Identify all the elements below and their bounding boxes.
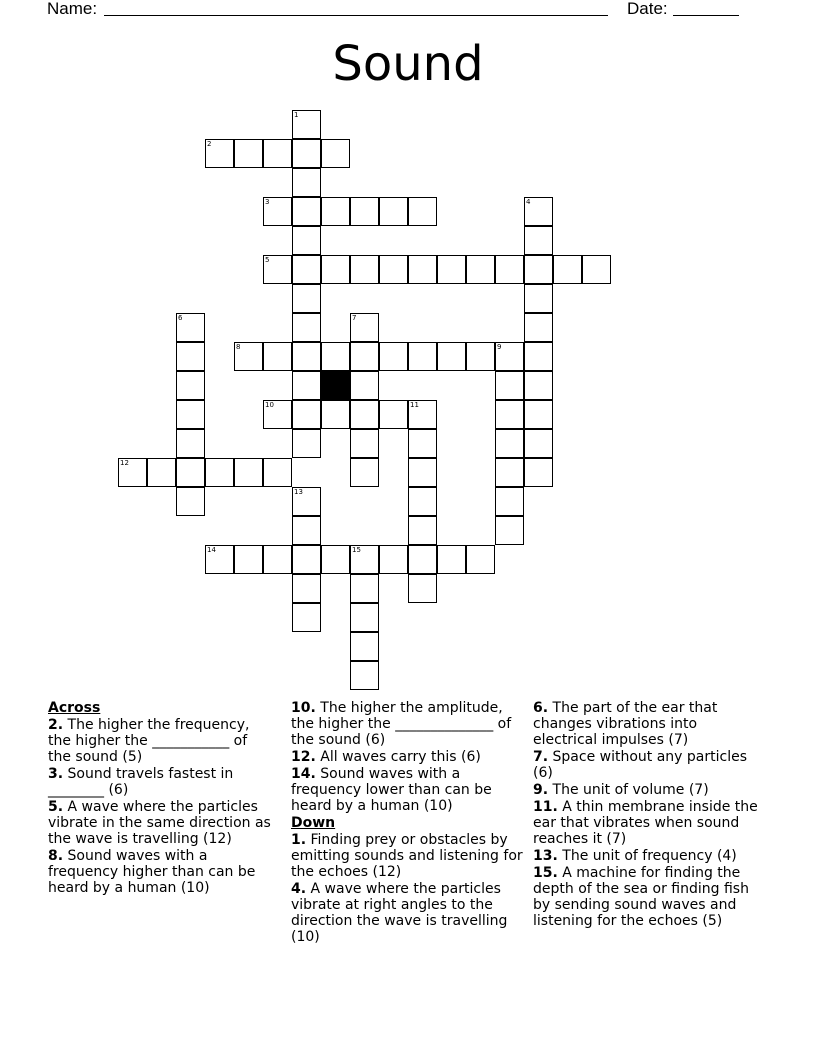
grid-cell[interactable]: [292, 197, 321, 226]
grid-cell[interactable]: [292, 574, 321, 603]
grid-cell[interactable]: [292, 226, 321, 255]
grid-cell[interactable]: [292, 371, 321, 400]
grid-cell[interactable]: [495, 458, 524, 487]
grid-cell[interactable]: [466, 342, 495, 371]
grid-cell[interactable]: [321, 545, 350, 574]
across-clue-list: [48, 717, 273, 896]
clue-item-number: 5.: [48, 799, 64, 815]
clue-item-text: A thin membrane inside the ear that vibrates when sound reaches it (7): [533, 799, 758, 847]
page-title: Sound: [332, 36, 484, 92]
clue-number: 2: [207, 140, 212, 148]
clue-item-number: 8.: [48, 848, 64, 864]
grid-cell[interactable]: [350, 197, 379, 226]
grid-cell[interactable]: [263, 342, 292, 371]
grid-cell[interactable]: [524, 429, 553, 458]
grid-cell[interactable]: [176, 313, 205, 342]
grid-cell[interactable]: [495, 342, 524, 371]
grid-cell[interactable]: [524, 255, 553, 284]
clues-column-1: [48, 700, 273, 897]
clue-number: 1: [294, 111, 299, 119]
grid-cell[interactable]: [379, 197, 408, 226]
grid-cell[interactable]: [176, 400, 205, 429]
grid-cell[interactable]: [350, 545, 379, 574]
grid-cell[interactable]: [292, 516, 321, 545]
grid-cell[interactable]: [147, 458, 176, 487]
clue-item-number: 15.: [533, 865, 558, 881]
grid-cell[interactable]: [553, 255, 582, 284]
grid-cell[interactable]: [437, 255, 466, 284]
down-clue-list-continued: [533, 700, 765, 929]
date-label: Date:: [627, 0, 668, 18]
grid-cell[interactable]: [408, 342, 437, 371]
across-heading: Across: [48, 700, 101, 716]
grid-cell[interactable]: [263, 255, 292, 284]
clue-item: [533, 848, 765, 864]
clue-item-text: The unit of frequency (4): [557, 848, 737, 864]
grid-cell[interactable]: [292, 342, 321, 371]
grid-cell[interactable]: [292, 139, 321, 168]
grid-cell[interactable]: [350, 574, 379, 603]
clue-item-text: The higher the frequency, the higher the ___________ of the sound (5): [48, 717, 250, 765]
grid-cell[interactable]: [524, 313, 553, 342]
down-clue-list: [291, 832, 523, 945]
grid-cell[interactable]: [350, 342, 379, 371]
across-clue-list-continued: [291, 700, 523, 814]
grid-cell[interactable]: [379, 342, 408, 371]
grid-cell[interactable]: [234, 342, 263, 371]
grid-cell[interactable]: [524, 197, 553, 226]
clue-item-number: 12.: [291, 749, 316, 765]
clue-item: [291, 832, 523, 880]
grid-cell[interactable]: [292, 313, 321, 342]
clue-item-number: 10.: [291, 700, 316, 716]
grid-cell[interactable]: [437, 342, 466, 371]
grid-cell[interactable]: [176, 371, 205, 400]
grid-cell[interactable]: [495, 371, 524, 400]
clue-item-number: 6.: [533, 700, 549, 716]
clue-item: [533, 782, 765, 798]
clue-item: [533, 749, 765, 781]
grid-cell[interactable]: [379, 255, 408, 284]
grid-cell[interactable]: [292, 603, 321, 632]
clue-item-text: A wave where the particles vibrate at right angles to the direction the wave is travelling (10): [291, 881, 508, 945]
clue-item-text: A wave where the particles vibrate in the same direction as the wave is travelling (12): [48, 799, 271, 847]
grid-cell[interactable]: [582, 255, 611, 284]
clue-item: [48, 799, 273, 847]
grid-cell[interactable]: [350, 255, 379, 284]
grid-cell[interactable]: [321, 342, 350, 371]
clue-item: [533, 700, 765, 748]
clue-item: [291, 766, 523, 814]
grid-cell[interactable]: [292, 487, 321, 516]
grid-cell[interactable]: [205, 545, 234, 574]
clues-column-3: [533, 700, 765, 930]
grid-cell[interactable]: [321, 197, 350, 226]
grid-cell[interactable]: [524, 226, 553, 255]
grid-cell[interactable]: [408, 458, 437, 487]
grid-cell[interactable]: [466, 255, 495, 284]
clue-item-text: The unit of volume (7): [548, 782, 709, 798]
grid-cell[interactable]: [176, 342, 205, 371]
grid-cell[interactable]: [176, 487, 205, 516]
grid-cell[interactable]: [524, 400, 553, 429]
grid-cell[interactable]: [350, 661, 379, 690]
grid-cell[interactable]: [408, 429, 437, 458]
grid-cell[interactable]: [524, 284, 553, 313]
grid-cell[interactable]: [408, 400, 437, 429]
grid-cell[interactable]: [292, 545, 321, 574]
clue-item-text: Sound waves with a frequency higher than can be heard by a human (10): [48, 848, 256, 896]
clue-item-text: Sound waves with a frequency lower than can be heard by a human (10): [291, 766, 492, 814]
grid-cell[interactable]: [408, 197, 437, 226]
clue-number: 9: [497, 343, 502, 351]
clue-item-text: The higher the amplitude, the higher the ______________ of the sound (6): [291, 700, 512, 748]
grid-cell[interactable]: [234, 545, 263, 574]
clue-item-text: All waves carry this (6): [315, 749, 481, 765]
grid-cell[interactable]: [263, 458, 292, 487]
grid-cell[interactable]: [176, 458, 205, 487]
grid-cell[interactable]: [292, 110, 321, 139]
grid-cell[interactable]: [524, 342, 553, 371]
grid-cell[interactable]: [234, 458, 263, 487]
clue-item: [533, 865, 765, 929]
grid-cell[interactable]: [408, 545, 437, 574]
clue-number: 4: [526, 198, 531, 206]
grid-cell[interactable]: [408, 516, 437, 545]
clue-number: 5: [265, 256, 270, 264]
grid-cell[interactable]: [234, 139, 263, 168]
grid-cell[interactable]: [176, 429, 205, 458]
clue-item-number: 14.: [291, 766, 316, 782]
down-heading: Down: [291, 815, 336, 831]
grid-cell[interactable]: [524, 371, 553, 400]
grid-cell[interactable]: [292, 168, 321, 197]
grid-cell[interactable]: [292, 400, 321, 429]
clue-item-text: Finding prey or obstacles by emitting sounds and listening for the echoes (12): [291, 832, 523, 880]
clue-item: [291, 881, 523, 945]
grid-cell[interactable]: [495, 516, 524, 545]
grid-cell[interactable]: [350, 458, 379, 487]
grid-cell[interactable]: [495, 487, 524, 516]
clue-number: 11: [410, 401, 419, 409]
grid-cell[interactable]: [321, 139, 350, 168]
grid-cell[interactable]: [466, 545, 495, 574]
grid-cell[interactable]: [350, 603, 379, 632]
clue-item: [291, 749, 523, 765]
grid-cell[interactable]: [350, 371, 379, 400]
grid-cell[interactable]: [292, 284, 321, 313]
clue-number: 14: [207, 546, 216, 554]
grid-cell[interactable]: [292, 255, 321, 284]
grid-cell[interactable]: [350, 313, 379, 342]
clue-item-text: Sound travels fastest in ________ (6): [48, 766, 234, 798]
grid-cell[interactable]: [379, 400, 408, 429]
clue-number: 15: [352, 546, 361, 554]
grid-cell[interactable]: [118, 458, 147, 487]
clue-item-number: 7.: [533, 749, 549, 765]
grid-cell[interactable]: [321, 255, 350, 284]
grid-cell[interactable]: [408, 255, 437, 284]
clue-item-text: A machine for finding the depth of the sea or finding fish by sending sound waves and listening for the echoes (5): [533, 865, 749, 929]
clue-item-number: 11.: [533, 799, 558, 815]
clue-item-text: Space without any particles (6): [533, 749, 747, 781]
grid-cell[interactable]: [350, 400, 379, 429]
grid-cell[interactable]: [350, 632, 379, 661]
grid-cell[interactable]: [495, 255, 524, 284]
clue-item: [291, 700, 523, 748]
clues-column-2: [291, 700, 523, 946]
grid-cell[interactable]: [524, 458, 553, 487]
clue-item-number: 2.: [48, 717, 64, 733]
clue-number: 10: [265, 401, 274, 409]
clue-item: [48, 766, 273, 798]
grid-cell[interactable]: [263, 197, 292, 226]
clue-item-number: 3.: [48, 766, 64, 782]
name-label: Name:: [47, 0, 98, 18]
clue-number: 3: [265, 198, 270, 206]
clue-item: [533, 799, 765, 847]
grid-cell[interactable]: [437, 545, 466, 574]
grid-cell[interactable]: [350, 429, 379, 458]
clue-item-number: 9.: [533, 782, 549, 798]
clue-item-number: 13.: [533, 848, 558, 864]
clue-number: 13: [294, 488, 303, 496]
grid-cell[interactable]: [205, 139, 234, 168]
grid-cell[interactable]: [408, 487, 437, 516]
grid-cell[interactable]: [205, 458, 234, 487]
clue-item-number: 1.: [291, 832, 307, 848]
grid-cell[interactable]: [495, 400, 524, 429]
black-cell: [321, 371, 350, 400]
grid-cell[interactable]: [495, 429, 524, 458]
grid-cell[interactable]: [408, 574, 437, 603]
grid-cell[interactable]: [292, 429, 321, 458]
clue-item-number: 4.: [291, 881, 307, 897]
clue-item: [48, 848, 273, 896]
clue-number: 8: [236, 343, 241, 351]
clue-item: [48, 717, 273, 765]
grid-cell[interactable]: [379, 545, 408, 574]
grid-cell[interactable]: [263, 400, 292, 429]
grid-cell[interactable]: [263, 139, 292, 168]
clue-number: 12: [120, 459, 129, 467]
clue-item-text: The part of the ear that changes vibrations into electrical impulses (7): [533, 700, 718, 748]
clue-number: 7: [352, 314, 357, 322]
grid-cell[interactable]: [263, 545, 292, 574]
grid-cell[interactable]: [321, 400, 350, 429]
clue-number: 6: [178, 314, 183, 322]
